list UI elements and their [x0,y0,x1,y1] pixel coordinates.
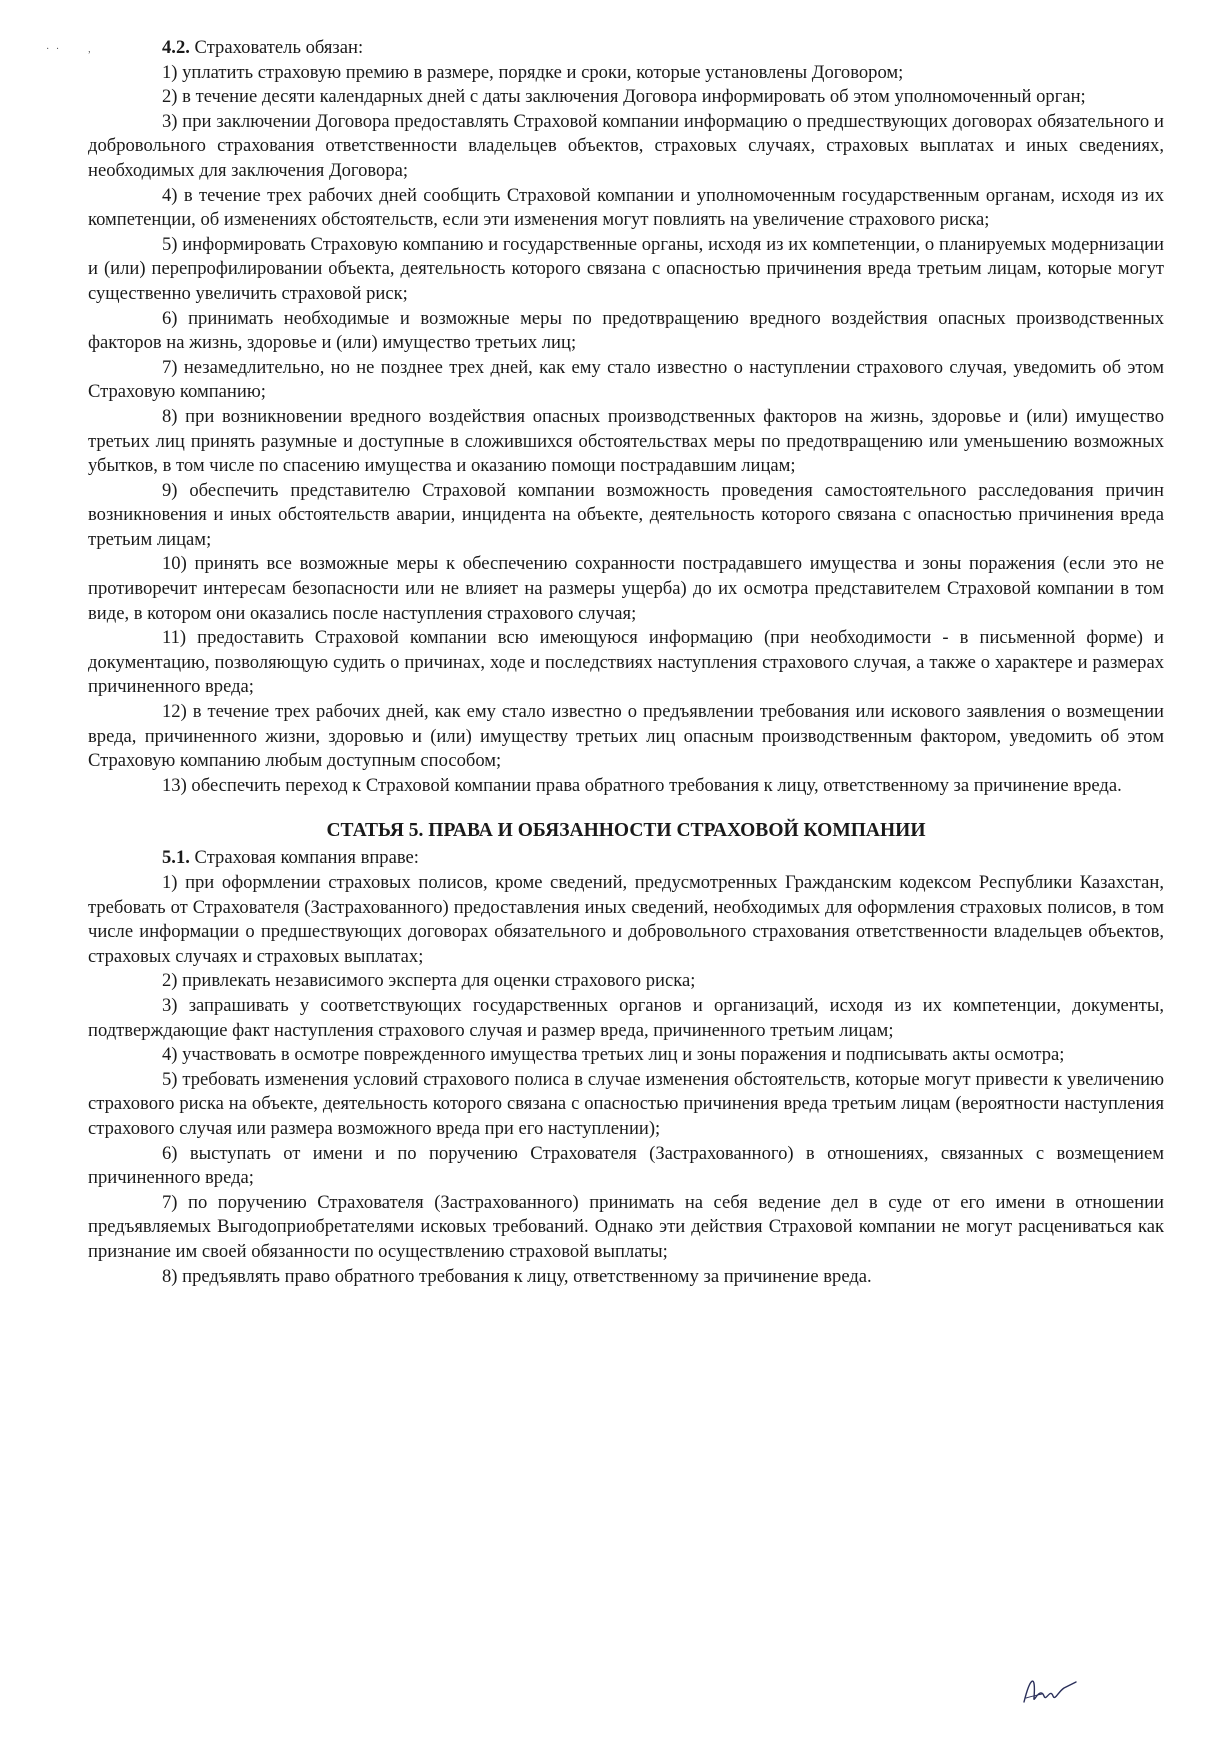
clause-4-2-item-13: 13) обеспечить переход к Страховой компании права обратного требования к лицу, ответственному за причинение вреда. [162,774,1122,796]
clause-4-2-item-5: 5) информировать Страховую компанию и государственные органы, исходя из их компетенции, о планируемых модернизации и (или) перепрофилировании объекта, деятельность которого связана с опасностью причинения вреда третьим лицам, которые могут существенно увеличить страховой риск; [88,233,1164,304]
scan-margin-marks: · · , [46,44,93,55]
handwritten-signature [1020,1668,1080,1708]
clause-5-1-item-5: 5) требовать изменения условий страхового полиса в случае изменения обстоятельств, которые могут привести к увеличению страхового риска на объекте, деятельность которого связана с опасностью причинения вреда третьим лицам (вероятности наступления страхового случая или размера возможного вреда при его наступлении); [88,1068,1164,1139]
clause-text: Страхователь обязан: [189,37,364,58]
clause-5-1-intro [88,846,1164,871]
document-page [88,36,1164,1289]
clause-4-2-item-11: 11) предоставить Страховой компании всю имеющуюся информацию (при необходимости - в письменной форме) и документацию, позволяющую судить о причинах, ходе и последствиях наступления страхового случая, а также о характере и размерах причиненного вреда; [88,627,1164,698]
clause-4-2-intro [88,36,1164,61]
clause-5-1-item-6: 6) выступать от имени и по поручению Страхователя (Застрахованного) в отношениях, связанных с возмещением причиненного вреда; [88,1142,1164,1189]
clause-4-2-item-9: 9) обеспечить представителю Страховой компании возможность проведения самостоятельного расследования причин возникновения и иных обстоятельств аварии, инцидента на объекте, деятельность которого связана с опасностью причинения вреда третьим лицам; [88,479,1164,550]
clause-4-2-item-1: 1) уплатить страховую премию в размере, порядке и сроки, которые установлены Договором; [162,61,904,83]
clause-number: 4.2. [162,37,190,58]
clause-5-1-item-7: 7) по поручению Страхователя (Застрахованного) принимать на себя ведение дел в суде от его имени в отношении предъявляемых Выгодоприобретателями исковых требований. Однако эти действия Страховой компании не могут расцениваться как признание им своей обязанности по осуществлению страховой выплаты; [88,1191,1164,1262]
clause-5-1-item-4: 4) участвовать в осмотре поврежденного имущества третьих лиц и зоны поражения и подписывать акты осмотра; [162,1044,1065,1066]
section-5-heading: СТАТЬЯ 5. ПРАВА И ОБЯЗАННОСТИ СТРАХОВОЙ КОМПАНИИ [326,820,926,842]
clause-4-2-item-2: 2) в течение десяти календарных дней с даты заключения Договора информировать об этом уполномоченный орган; [162,86,1086,108]
clause-number: 5.1. [162,847,190,869]
clause-5-1-item-3: 3) запрашивать у соответствующих государственных органов и организаций, исходя из их компетенции, документы, подтверждающие факт наступления страхового случая и размер вреда, причиненного третьим лицам; [88,994,1164,1041]
clause-5-1-item-8: 8) предъявлять право обратного требования к лицу, ответственному за причинение вреда. [162,1265,872,1287]
clause-text: Страховая компания вправе: [189,847,419,869]
clause-5-1-item-1: 1) при оформлении страховых полисов, кроме сведений, предусмотренных Гражданским кодексом Республики Казахстан, требовать от Страхователя (Застрахованного) предоставления иных сведений, необходимых для оформления страховых полисов, в том числе информации о предшествующих договорах обязательного и добровольного страхования ответственности владельцев объектов, страховых случаях и страховых выплатах; [88,872,1164,967]
clause-4-2-item-3: 3) при заключении Договора предоставлять Страховой компании информацию о предшествующих договорах обязательного и добровольного страхования ответственности владельцев объектов, страховых случаях, страховых выплатах и иных сведениях, необходимых для заключения Договора; [88,110,1164,181]
clause-4-2-item-7: 7) незамедлительно, но не позднее трех дней, как ему стало известно о наступлении страхового случая, уведомить об этом Страховую компанию; [88,356,1164,403]
clause-4-2-item-4: 4) в течение трех рабочих дней сообщить Страховой компании и уполномоченным государственным органам, исходя из их компетенции, об изменениях обстоятельств, если эти изменения могут повлиять на увеличение страхового риска; [88,184,1164,231]
clause-4-2-item-8: 8) при возникновении вредного воздействия опасных производственных факторов на жизнь, здоровье и (или) имущество третьих лиц принять разумные и доступные в сложившихся обстоятельствах меры по предотвращению или уменьшению возможных убытков, в том числе по спасению имущества и оказанию помощи пострадавшим лицам; [88,405,1164,477]
clause-4-2-item-12: 12) в течение трех рабочих дней, как ему стало известно о предъявлении требования или искового заявления о возмещении вреда, причиненного жизни, здоровью и (или) имуществу третьих лиц опасным производственным фактором, уведомить об этом Страховую компанию любым доступным способом; [88,701,1164,772]
clause-4-2-item-6: 6) принимать необходимые и возможные меры по предотвращению вредного воздействия опасных производственных факторов на жизнь, здоровье и (или) имущество третьих лиц; [88,307,1164,354]
clause-4-2-item-10: 10) принять все возможные меры к обеспечению сохранности пострадавшего имущества и зоны поражения (если это не противоречит интересам безопасности или не влияет на размеры ущерба) до их осмотра представителем Страховой компании в том виде, в котором они оказались после наступления страхового случая; [88,553,1164,624]
clause-5-1-item-2: 2) привлекать независимого эксперта для оценки страхового риска; [162,970,696,992]
